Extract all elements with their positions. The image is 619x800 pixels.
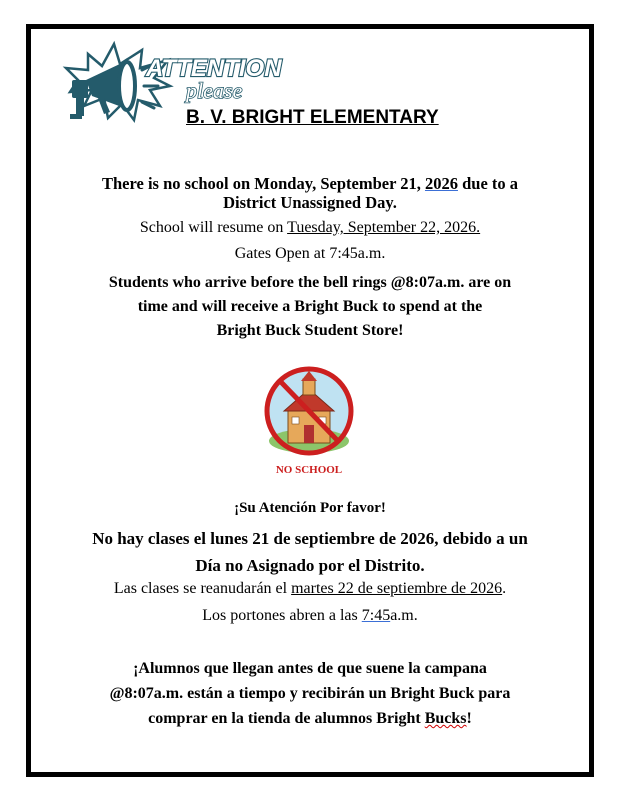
school-name: B. V. BRIGHT ELEMENTARY <box>186 107 439 128</box>
spanish-bright-buck-line3-pre: comprar en la tienda de alumnos Bright <box>148 710 425 727</box>
spanish-gates-prefix: Los portones abren a las <box>202 607 362 624</box>
no-school-image <box>258 365 360 477</box>
spanish-resume-date: martes 22 de septiembre de 2026 <box>291 580 503 597</box>
bright-buck-notice <box>31 271 589 343</box>
resume-date: Tuesday, September 22, 2026. <box>287 219 481 236</box>
notice-line1-pre: There is no school on Monday, September 21, <box>101 174 425 193</box>
spanish-gates-line <box>31 607 589 625</box>
spanish-attention: ¡Su Atención Por favor! <box>234 500 386 516</box>
spanish-resume-period: . <box>502 580 507 597</box>
spanish-resume-prefix: Las clases se reanudarán el <box>113 580 292 597</box>
no-school-notice <box>31 175 589 213</box>
spanish-notice-line1: No hay clases el lunes 21 de septiembre de 2026, debido a un <box>92 529 528 548</box>
resume-line <box>31 219 589 237</box>
bright-buck-line1: Students who arrive before the bell rings @8:07a.m. are on <box>108 274 512 291</box>
no-school-label: NO SCHOOL <box>275 464 343 476</box>
spanish-bright-buck-line1: ¡Alumnos que llegan antes de que suene la campana <box>133 660 487 677</box>
spanish-bucks-word: Bucks <box>424 710 467 727</box>
spanish-notice <box>31 525 589 579</box>
spanish-bright-buck-line2: @8:07a.m. están a tiempo y recibirán un Bright Buck para <box>109 685 511 702</box>
spanish-gates-suffix: a.m. <box>390 607 418 624</box>
spanish-bright-buck-notice <box>31 656 589 731</box>
spanish-gates-time: 7:45 <box>361 607 391 624</box>
logo-word-please: please <box>186 78 243 103</box>
bright-buck-line2: time and will receive a Bright Buck to spend at the <box>137 298 483 315</box>
gates-open-line: Gates Open at 7:45a.m. <box>234 245 386 262</box>
resume-prefix: School will resume on <box>139 219 288 236</box>
logo-word-attention: ATTENTION <box>146 55 282 82</box>
notice-line2: District Unassigned Day. <box>223 192 397 212</box>
bright-buck-line3: Bright Buck Student Store! <box>216 322 404 339</box>
spanish-notice-line2: Día no Asignado por el Distrito. <box>195 556 425 575</box>
notice-year: 2026 <box>424 174 458 193</box>
spanish-resume-line <box>31 580 589 598</box>
spanish-bright-buck-line3-post: ! <box>466 710 472 727</box>
notice-line1-post: due to a <box>457 174 519 193</box>
